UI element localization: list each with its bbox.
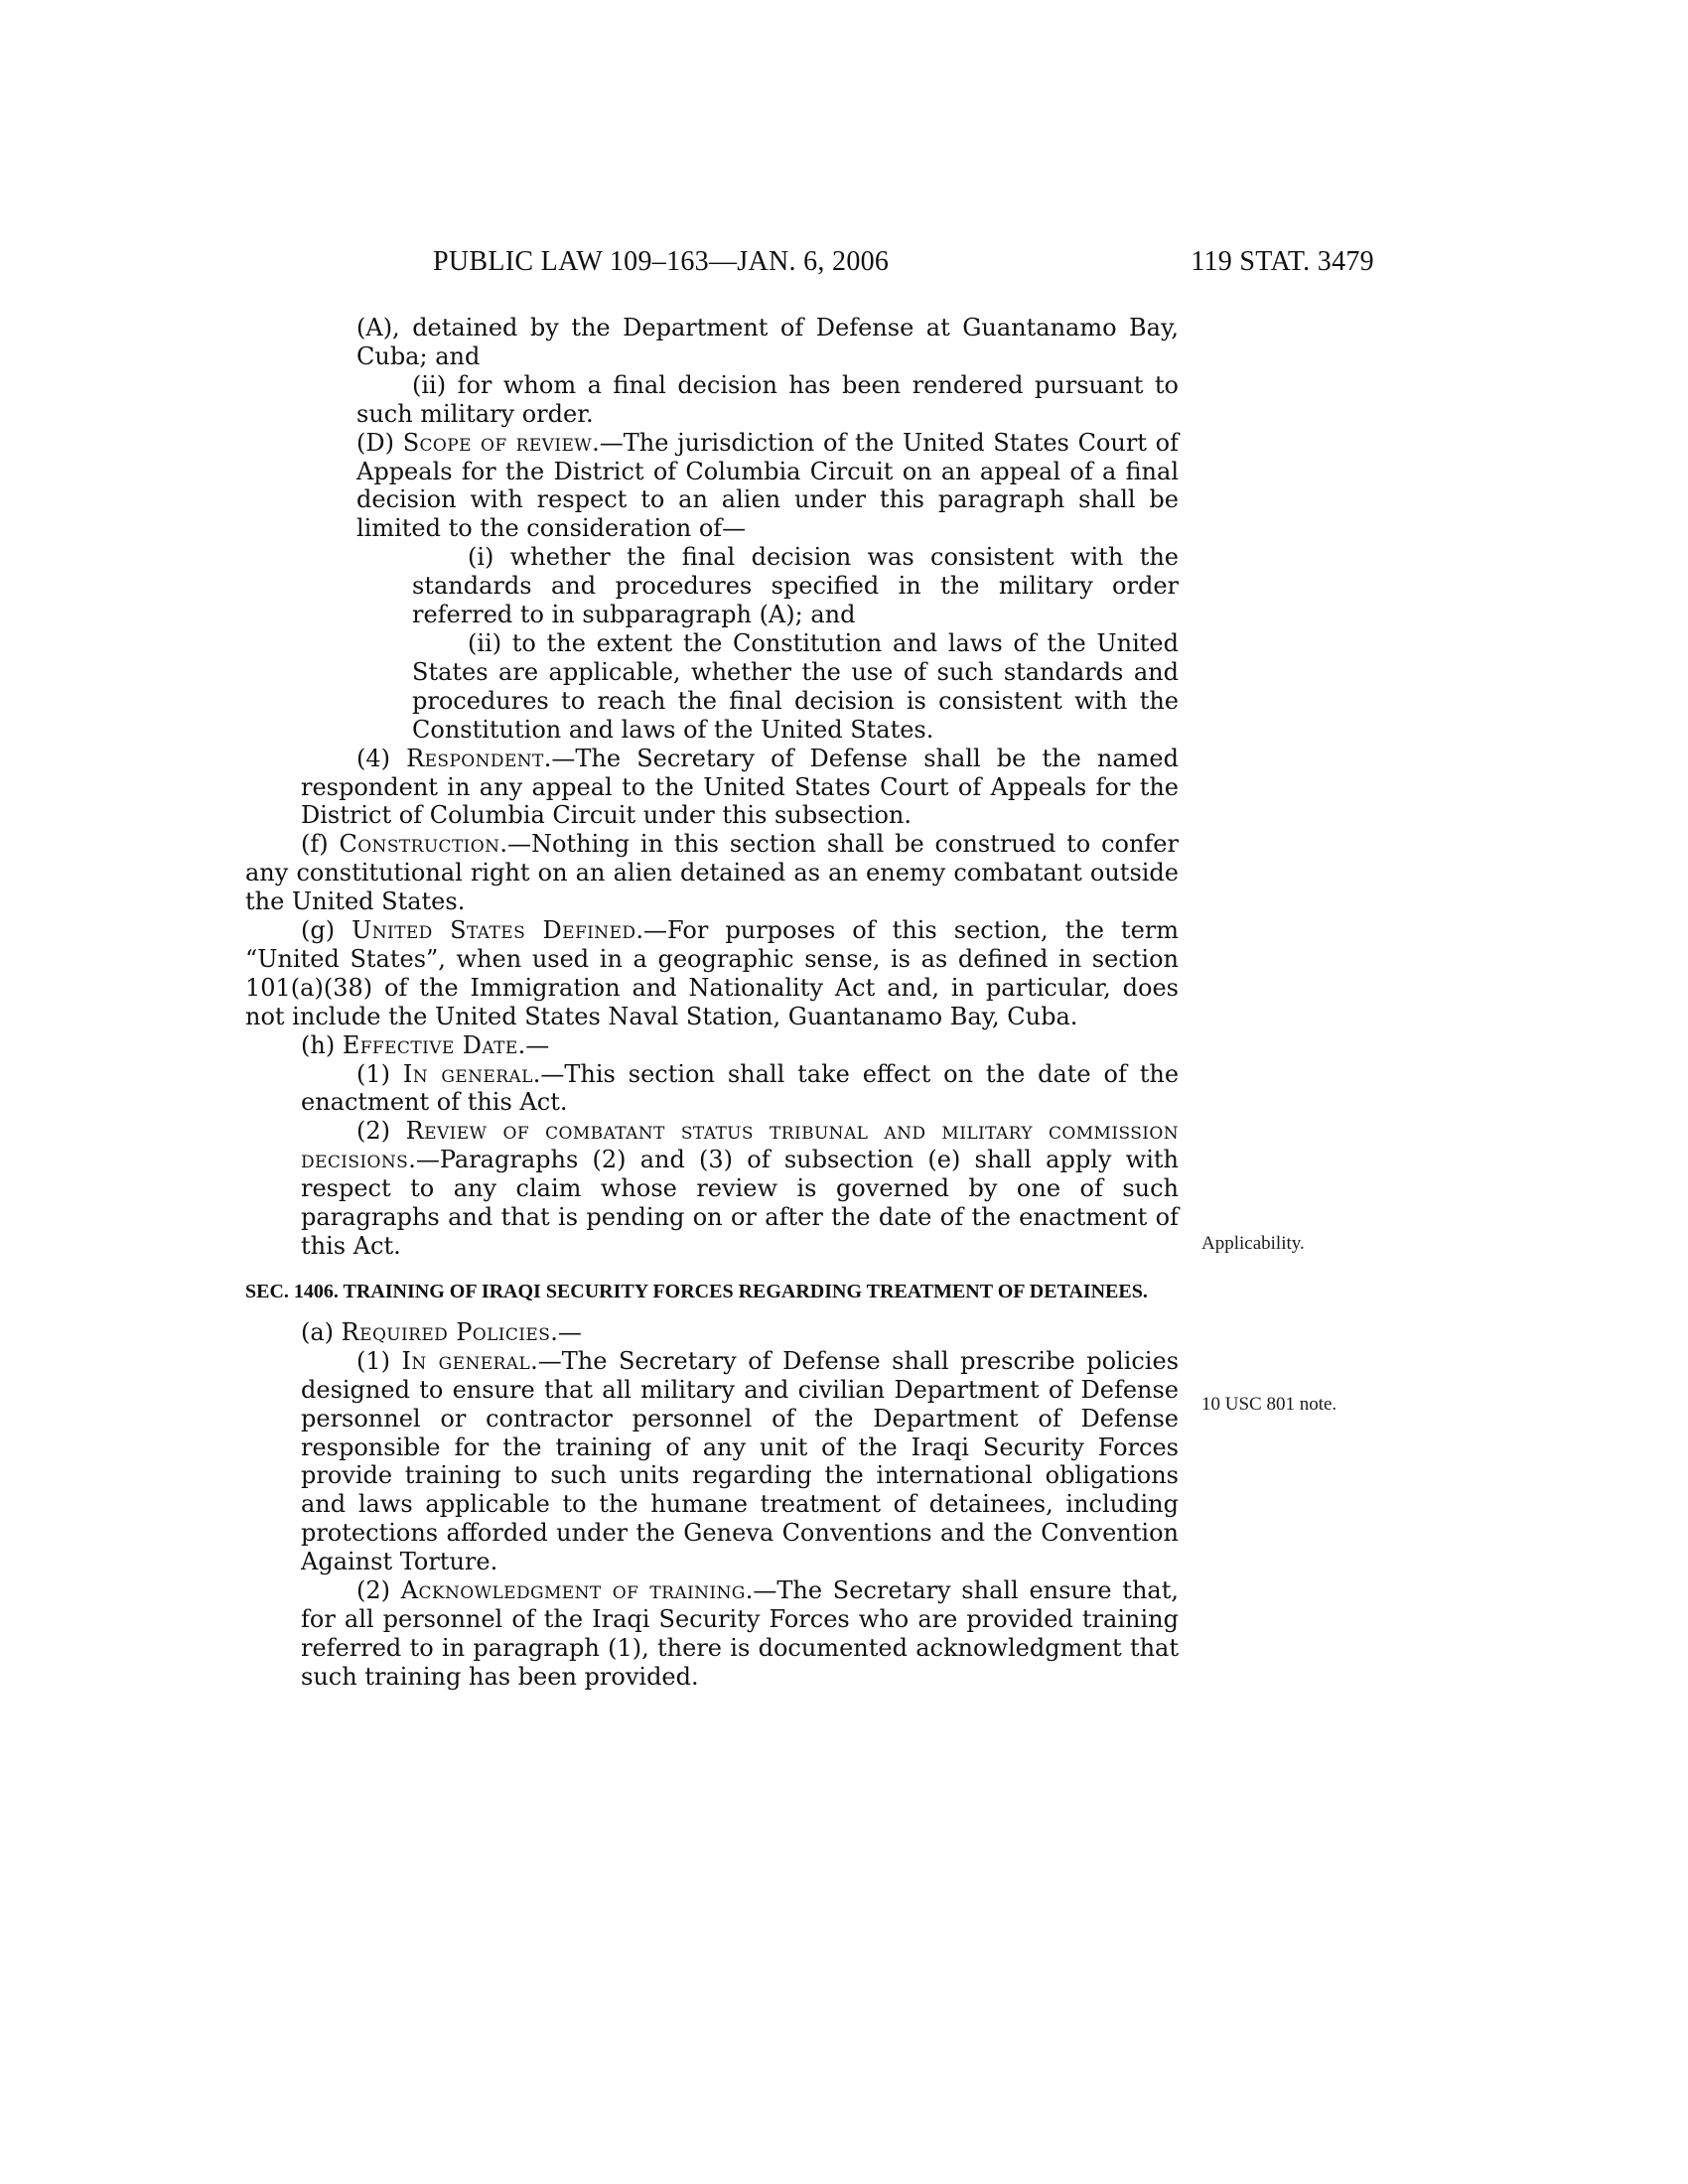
caption-acknowledgment: Acknowledgment of training <box>400 1576 746 1605</box>
clause-ii-constitution: (ii) to the extent the Constitution and laws of the United States are applicable, whether the use of such standards and procedures to reach the final decision is consistent with the Constitution and laws of the United States. <box>412 628 1179 744</box>
caption-construction: Construction <box>339 830 500 859</box>
paragraph-1-prescribe-policies: (1) In general.—The Secretary of Defense shall prescribe policies designed to ensure that all military and civilian Department of Defense personnel or contractor personnel of the Department of Defense responsible for the training of any unit of the Iraqi Security Forces provide training to such units regarding the international obligations and laws applicable to the humane treatment of detainees, including protections afforded under the Geneva Conventions and the Convention Against Torture. <box>301 1346 1180 1576</box>
caption-respondent: Respondent <box>406 744 544 772</box>
margin-note-usc: 10 USC 801 note. <box>1201 1394 1337 1415</box>
paragraph-2-review-decisions: (2) Review of combatant status tribunal and military commission decisions.—Paragraphs (2) and (3) of subsection (e) shall apply with respect to any claim whose review is governed by one of such paragraphs and that is pending on or after the date of the enactment of this Act. <box>301 1117 1180 1260</box>
running-header <box>433 246 1374 286</box>
paragraph-2-acknowledgment: (2) Acknowledgment of training.—The Secretary shall ensure that, for all personnel of the Iraqi Security Forces who are provided training referred to in paragraph (1), there is documented acknowledgment that such training has been provided. <box>301 1576 1179 1691</box>
caption-in-general-2: In general <box>401 1346 531 1375</box>
section-heading: SEC. 1406. TRAINING OF IRAQI SECURITY FORCES REGARDING TREATMENT OF DETAINEES. <box>245 1280 1148 1302</box>
subparagraph-d-scope-of-review: (D) Scope of review.—The jurisdiction of the United States Court of Appeals for the District of Columbia Circuit on an appeal of a final decision with respect to an alien under this paragraph shall be limited to the consideration of— <box>356 428 1179 543</box>
caption-review-decisions: Review of combatant status tribunal and military commission decisions <box>301 1117 1180 1174</box>
caption-required-policies: Required Policies <box>341 1317 551 1346</box>
clause-ii-final-decision: (ii) for whom a final decision has been rendered pursuant to such military order. <box>356 370 1179 428</box>
statute-page-number: 119 STAT. 3479 <box>1191 246 1374 277</box>
caption-effective-date: Effective Date <box>342 1030 518 1059</box>
caption-scope-of-review: Scope of review <box>402 428 593 457</box>
law-title: PUBLIC LAW 109–163—JAN. 6, 2006 <box>433 246 890 277</box>
caption-united-states-defined: United States Defined <box>352 916 636 945</box>
paragraph-continuation: (A), detained by the Department of Defense at Guantanamo Bay, Cuba; and <box>356 314 1179 370</box>
subsection-a-required-policies: (a) Required Policies.— <box>301 1317 582 1346</box>
subsection-g-united-states-defined: (g) United States Defined.—For purposes of this section, the term “United States”, when used in a geographic sense, is as defined in section 101(a)(38) of the Immigration and Nationality Act and, in particular, does not include the United States Naval Station, Guantanamo Bay, Cuba. <box>245 916 1179 1030</box>
paragraph-4-respondent: (4) Respondent.—The Secretary of Defense shall be the named respondent in any appeal to the United States Court of Appeals for the District of Columbia Circuit under this subsection. <box>301 744 1180 830</box>
clause-i-standards: (i) whether the final decision was consistent with the standards and procedures specified in the military order referred to in subparagraph (A); and <box>412 543 1179 629</box>
margin-note-applicability: Applicability. <box>1201 1233 1305 1254</box>
subsection-h-effective-date: (h) Effective Date.— <box>301 1030 550 1059</box>
subsection-f-construction: (f) Construction.—Nothing in this section shall be construed to confer any constitutional right on an alien detained as an enemy combatant outside the United States. <box>245 830 1179 916</box>
caption-in-general: In general <box>402 1059 533 1088</box>
paragraph-1-in-general: (1) In general.—This section shall take effect on the date of the enactment of this Act. <box>301 1059 1180 1117</box>
statute-body <box>245 314 1180 1692</box>
